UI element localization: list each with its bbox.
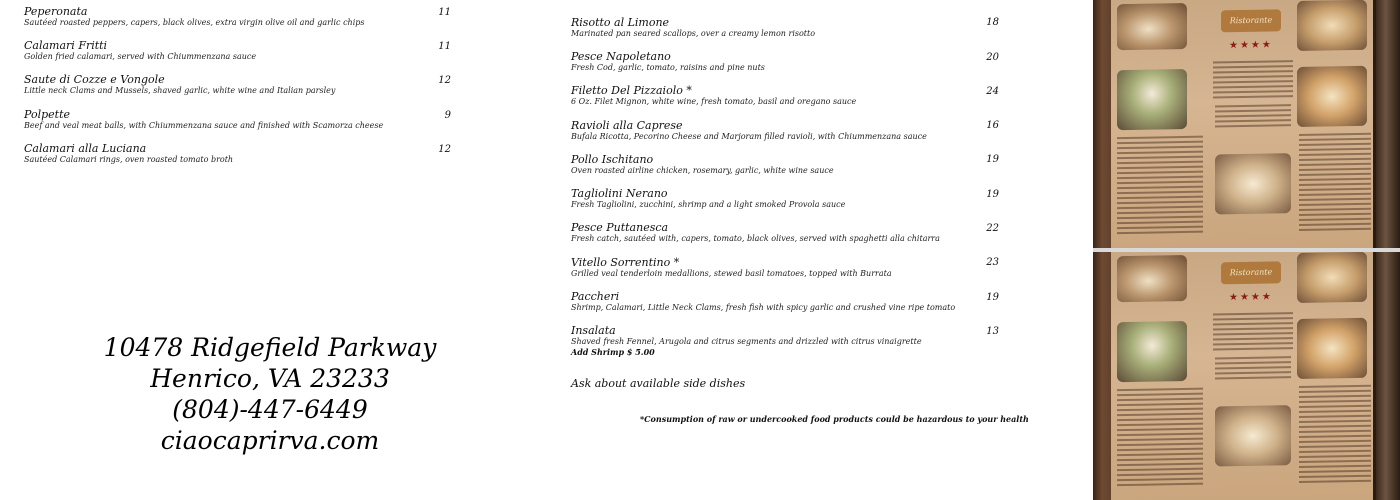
dish-name: Calamari Fritti: [24, 39, 108, 52]
food-photo: [1117, 69, 1187, 130]
menu-item: [24, 109, 383, 131]
food-photo: [1297, 66, 1367, 127]
dish-price: 16: [986, 120, 999, 131]
dish-description: Grilled veal tenderloin medallions, stewed basil tomatoes, topped with Burrata: [571, 269, 892, 278]
menu-item: [571, 17, 815, 39]
food-photo: [1215, 405, 1291, 466]
dish-name: Peperonata: [24, 5, 88, 18]
dish-description: Fresh Tagliolini, zucchini, shrimp and a light smoked Provola sauce: [571, 200, 846, 209]
menu-item: [571, 51, 765, 73]
dish-name: Filetto Del Pizzaiolo *: [571, 84, 692, 97]
restaurant-address-block: [70, 332, 470, 456]
menu-item: [571, 188, 845, 210]
dish-description: Shaved fresh Fennel, Arugola and citrus segments and drizzled with citrus vinaigrette: [571, 337, 922, 346]
menu-item: [24, 74, 335, 96]
printed-text-block: [1215, 103, 1291, 130]
dish-name: Insalata: [571, 324, 616, 337]
printed-text-block: [1213, 311, 1293, 353]
food-photo: [1117, 3, 1187, 50]
printed-text-block: [1117, 387, 1203, 490]
dish-name: Pesce Puttanesca: [571, 221, 669, 234]
food-photo: [1117, 321, 1187, 382]
dish-price: 19: [986, 189, 999, 200]
menu-item: [24, 6, 365, 28]
printed-text-block: [1117, 135, 1203, 238]
menu-photo-top: [1093, 0, 1400, 248]
dish-add-on: Add Shrimp $ 5.00: [571, 347, 655, 357]
dish-name: Vitello Sorrentino *: [571, 256, 680, 269]
menu-item: [571, 85, 856, 107]
dish-description: Fresh Cod, garlic, tomato, raisins and pine nuts: [571, 63, 765, 72]
dish-description: Little neck Clams and Mussels, shaved garlic, white wine and Italian parsley: [24, 86, 336, 95]
menu-item: [24, 40, 256, 62]
dish-description: Oven roasted airline chicken, rosemary, garlic, white wine sauce: [571, 166, 834, 175]
printed-text-block: [1299, 384, 1371, 486]
dish-price: 18: [986, 17, 999, 28]
dish-name: Risotto al Limone: [571, 16, 670, 29]
dish-name: Pollo Ischitano: [571, 153, 654, 166]
city-state-zip: Henrico, VA 23233: [150, 364, 390, 393]
printed-text-block: [1213, 59, 1293, 101]
rating-stars: ★★★★: [1229, 291, 1273, 304]
printed-text-block: [1215, 355, 1291, 382]
menu-item: [571, 325, 922, 357]
dish-description: Beef and veal meat balls, with Chiummenzana sauce and finished with Scamorza cheese: [24, 121, 384, 130]
printed-menu-sheet: [1111, 0, 1373, 248]
dish-name: Pesce Napoletano: [571, 50, 671, 63]
menu-item: [571, 154, 834, 176]
dish-description: Sautéed roasted peppers, capers, black olives, extra virgin olive oil and garlic chips: [24, 18, 365, 27]
dish-name: Ravioli alla Caprese: [571, 119, 683, 132]
dish-price: 23: [986, 257, 999, 268]
dish-price: 11: [438, 41, 451, 52]
photo-edge: [1376, 252, 1400, 500]
side-dishes-note: Ask about available side dishes: [571, 377, 746, 390]
dish-name: Paccheri: [571, 290, 620, 303]
printed-menu-sheet: [1111, 252, 1373, 500]
dish-price: 24: [986, 86, 999, 97]
dish-description: Marinated pan seared scallops, over a creamy lemon risotto: [571, 29, 816, 38]
dish-price: 12: [438, 144, 451, 155]
dish-price: 20: [986, 52, 999, 63]
restaurant-logo: Ristorante: [1221, 261, 1281, 284]
dish-price: 19: [986, 292, 999, 303]
rating-stars: ★★★★: [1229, 39, 1273, 52]
menu-photo-bottom: [1093, 252, 1400, 500]
dish-description: Bufala Ricotta, Pecorino Cheese and Marjoram filled ravioli, with Chiummenzana sauce: [571, 132, 927, 141]
dish-price: 13: [986, 326, 999, 337]
printed-text-block: [1299, 132, 1371, 234]
dish-name: Saute di Cozze e Vongole: [24, 73, 165, 86]
restaurant-logo: Ristorante: [1221, 9, 1281, 32]
dish-name: Calamari alla Luciana: [24, 142, 147, 155]
dish-price: 9: [444, 110, 451, 121]
menu-item: [571, 120, 927, 142]
food-photo: [1117, 255, 1187, 302]
food-photo: [1297, 318, 1367, 379]
menu-item: [571, 257, 892, 279]
dish-price: 12: [438, 75, 451, 86]
dish-description: Golden fried calamari, served with Chiummenzana sauce: [24, 52, 257, 61]
food-photo: [1297, 252, 1367, 303]
phone-number: (804)-447-6449: [172, 395, 368, 424]
dish-price: 11: [438, 7, 451, 18]
dish-description: 6 Oz. Filet Mignon, white wine, fresh tomato, basil and oregano sauce: [571, 97, 857, 106]
dish-description: Fresh catch, sautéed with, capers, tomato, black olives, served with spaghetti alla chitarra: [571, 234, 940, 243]
street-address: 10478 Ridgefield Parkway: [103, 333, 437, 362]
consumption-warning: *Consumption of raw or undercooked food products could be hazardous to your health: [640, 414, 1029, 424]
dish-name: Polpette: [24, 108, 70, 121]
photo-edge: [1376, 0, 1400, 248]
dish-name: Tagliolini Nerano: [571, 187, 668, 200]
dish-description: Sautéed Calamari rings, oven roasted tomato broth: [24, 155, 234, 164]
menu-item: [571, 222, 940, 244]
food-photo: [1297, 0, 1367, 51]
menu-item: [24, 143, 233, 165]
website: ciaocaprirva.com: [160, 426, 380, 455]
dish-price: 22: [986, 223, 999, 234]
dish-description: Shrimp, Calamari, Little Neck Clams, fresh fish with spicy garlic and crushed vine ripe tomato: [571, 303, 956, 312]
menu-item: [571, 291, 955, 313]
food-photo: [1215, 153, 1291, 214]
dish-price: 19: [986, 154, 999, 165]
